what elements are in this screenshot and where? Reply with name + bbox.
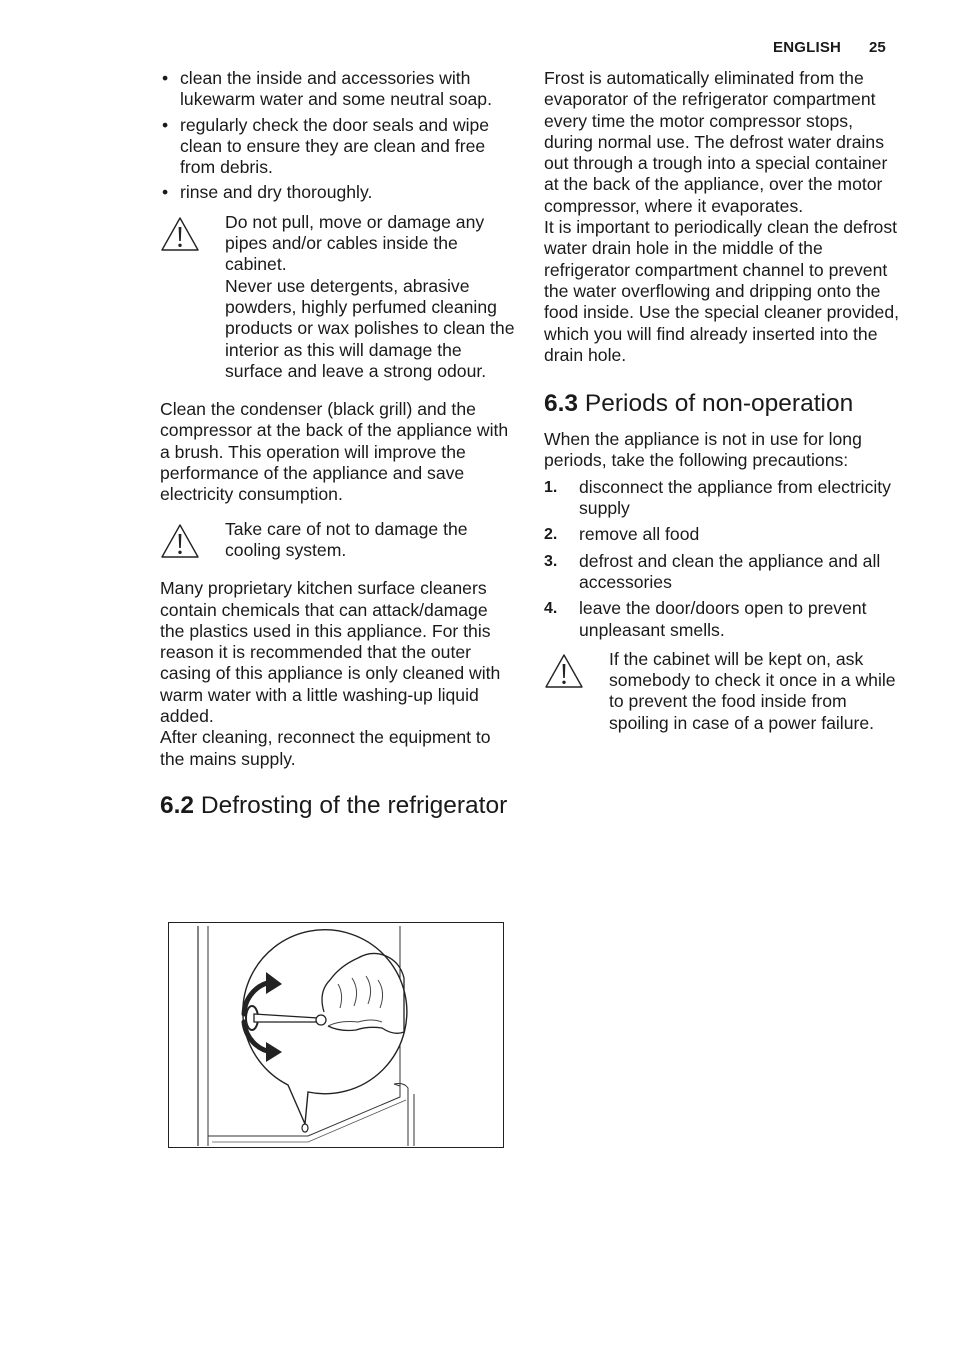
plastics-paragraph: Many proprietary kitchen surface cleaners contain chemicals that can attack/damage the plastics used in this appliance. For this reason it is recommended that the outer casing of this appliance is only cleaned with warm water with a little washing-up liquid added. <box>160 578 501 727</box>
warning-block-power <box>544 649 900 734</box>
page-header <box>0 38 954 60</box>
warning-text: If the cabinet will be kept on, ask somebody to check it once in a while to prevent the food inside from spoiling in case of a power failure. <box>609 648 896 733</box>
warning-block-cooling <box>160 519 516 562</box>
condenser-paragraph: Clean the condenser (black grill) and the compressor at the back of the appliance with a brush. This operation will improve the performance of the appliance and save electricity consumption. <box>160 399 509 505</box>
list-item: • clean the inside and accessories with lukewarm water and some neutral soap. <box>162 68 492 110</box>
warning-text: Do not pull, move or damage any pipes and/or cables inside the cabinet. <box>225 211 485 275</box>
warning-triangle-icon <box>160 216 200 252</box>
list-item: 2. remove all food <box>544 524 700 545</box>
frost-paragraph: Frost is automatically eliminated from the evaporator of the refrigerator compartment every time the motor compressor stops, during normal use. The defrost water drains out through a trough into a special container at the back of the appliance, over the motor compressor, where it evaporates. <box>544 68 888 216</box>
drain-hole-cleaning-illustration <box>168 922 504 1148</box>
left-column <box>160 68 516 819</box>
reconnect-paragraph: After cleaning, reconnect the equipment to the mains supply. <box>160 727 491 769</box>
warning-text: Take care of not to damage the cooling system. <box>225 518 468 560</box>
list-item: 1. disconnect the appliance from electricity supply <box>544 476 891 519</box>
language-label: ENGLISH <box>773 39 842 56</box>
list-item: 4. leave the door/doors open to prevent unpleasant smells. <box>544 598 867 640</box>
page-number: 25 <box>869 39 886 56</box>
section-heading-6-3: 6.3 Periods of non-operation <box>544 390 854 418</box>
list-item: • regularly check the door seals and wipe clean to ensure they are clean and free from debris. <box>162 114 490 178</box>
list-item: • rinse and dry thoroughly. <box>162 182 373 203</box>
drain-hole-paragraph: It is important to periodically clean the defrost water drain hole in the middle of the refrigerator compartment channel to prevent the water overflowing and dripping onto the food inside. Use the special cleaner provided, which you will find already inserted into the drain hole. <box>544 217 900 365</box>
cleaning-bullet-list <box>160 68 516 204</box>
warning-text: Never use detergents, abrasive powders, highly perfumed cleaning products or wax polishes to clean the interior as this will damage the surface and leave a strong odour. <box>225 275 515 381</box>
precaution-steps <box>544 477 900 641</box>
list-item: 3. defrost and clean the appliance and all accessories <box>544 550 881 592</box>
warning-triangle-icon <box>160 523 200 559</box>
warning-triangle-icon <box>544 653 584 689</box>
right-column <box>544 68 900 734</box>
non-operation-intro: When the appliance is not in use for long periods, take the following precautions: <box>544 429 862 471</box>
section-heading-6-2: 6.2 Defrosting of the refrigerator <box>160 791 508 819</box>
warning-block-pipes <box>160 212 516 382</box>
